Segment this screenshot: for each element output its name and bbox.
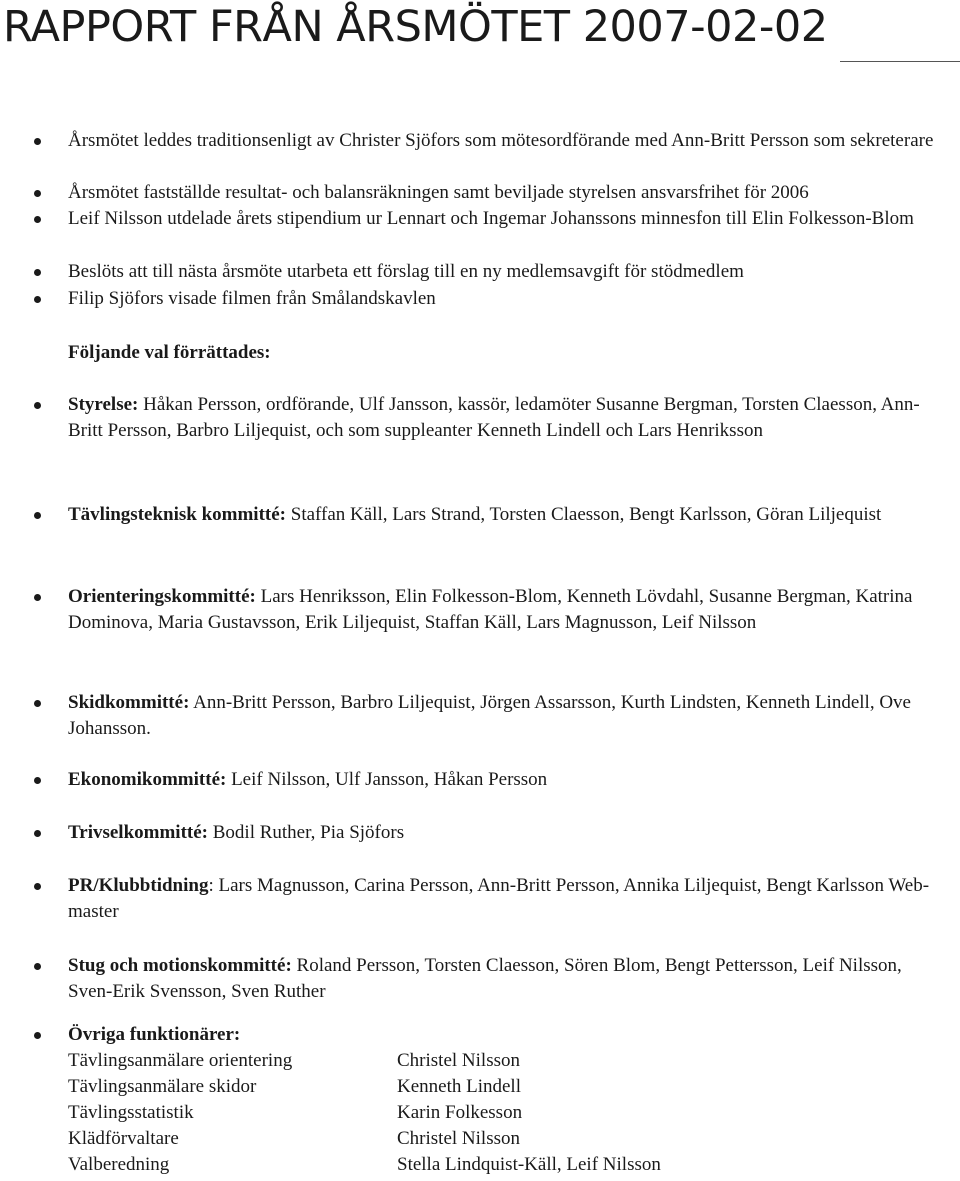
other-officials xyxy=(68,1022,948,1178)
list-item xyxy=(68,206,948,232)
list-item-text: Årsmötet leddes traditionsenligt av Christer Sjöfors som mötesordförande med Ann-Britt Persson som sekreterare xyxy=(68,130,934,151)
committee-label: PR/Klubbtidning xyxy=(68,875,209,896)
committee-members: Ann-Britt Persson, Barbro Liljequist, Jörgen Assarsson, Kurth Lindsten, Kenneth Lindell, Ove Johansson. xyxy=(68,692,911,739)
official-name: Christel Nilsson xyxy=(397,1128,520,1149)
official-row xyxy=(68,1048,948,1074)
official-name: Karin Folkesson xyxy=(397,1102,523,1123)
committee-label: Stug och motionskommitté: xyxy=(68,955,292,976)
official-role: Tävlingsstatistik xyxy=(68,1102,194,1123)
bullet-icon xyxy=(34,594,41,601)
bullet-icon xyxy=(34,512,41,519)
official-role: Klädförvaltare xyxy=(68,1128,179,1149)
list-item-text: Beslöts att till nästa årsmöte utarbeta ett förslag till en ny medlemsavgift för stödmedlem xyxy=(68,261,744,282)
committee-label: Trivselkommitté: xyxy=(68,822,208,843)
bullet-icon xyxy=(34,830,41,837)
committee-item xyxy=(68,953,948,1005)
official-role: Valberedning xyxy=(68,1154,170,1175)
official-row xyxy=(68,1074,948,1100)
committee-members: Håkan Persson, ordförande, Ulf Jansson, kassör, ledamöter Susanne Bergman, Torsten Claesson, Ann-Britt Persson, Barbro Liljequist, och som suppleanter Kenneth Lindell och Lars Henriksson xyxy=(68,394,920,441)
official-role: Tävlingsanmälare skidor xyxy=(68,1076,257,1097)
committee-label: Skidkommitté: xyxy=(68,692,190,713)
bullet-icon xyxy=(34,402,41,409)
bullet-icon xyxy=(34,700,41,707)
committee-members: Bodil Ruther, Pia Sjöfors xyxy=(208,822,405,843)
official-name: Christel Nilsson xyxy=(397,1050,520,1071)
list-item-text: Leif Nilsson utdelade årets stipendium ur Lennart och Ingemar Johanssons minnesfon till Elin Folkesson-Blom xyxy=(68,208,914,229)
committee-label: Styrelse: xyxy=(68,394,139,415)
title-rule xyxy=(840,61,960,62)
elections-heading: Följande val förrättades: xyxy=(68,342,271,363)
committee-item xyxy=(68,502,948,528)
list-item xyxy=(68,286,948,312)
committee-label: Tävlingsteknisk kommitté: xyxy=(68,504,286,525)
bullet-icon xyxy=(34,777,41,784)
list-item-text: Filip Sjöfors visade filmen från Smålandskavlen xyxy=(68,288,436,309)
bullet-icon xyxy=(34,963,41,970)
committee-item xyxy=(68,767,948,793)
committee-members: Roland Persson, Torsten Claesson, Sören Blom, Bengt Pettersson, Leif Nilsson, Sven-Erik Svensson, Sven Ruther xyxy=(68,955,902,1002)
committee-label: Orienteringskommitté: xyxy=(68,586,256,607)
official-row xyxy=(68,1100,948,1126)
committee-members: Lars Henriksson, Elin Folkesson-Blom, Kenneth Lövdahl, Susanne Bergman, Katrina Dominova, Maria Gustavsson, Erik Liljequist, Staffan Käll, Lars Magnusson, Leif Nilsson xyxy=(68,586,913,633)
other-officials-heading: Övriga funktionärer: xyxy=(68,1024,241,1045)
committee-item xyxy=(68,820,948,846)
list-item xyxy=(68,259,948,285)
committee-members: Leif Nilsson, Ulf Jansson, Håkan Persson xyxy=(226,769,548,790)
bullet-icon xyxy=(34,138,41,145)
official-role: Tävlingsanmälare orientering xyxy=(68,1050,293,1071)
committee-item xyxy=(68,584,948,636)
bullet-icon xyxy=(34,1032,41,1039)
bullet-icon xyxy=(34,269,41,276)
official-name: Stella Lindquist-Käll, Leif Nilsson xyxy=(397,1154,661,1175)
official-row xyxy=(68,1126,948,1152)
bullet-icon xyxy=(34,883,41,890)
list-item-text: Årsmötet fastställde resultat- och balansräkningen samt beviljade styrelsen ansvarsfrihet för 2006 xyxy=(68,182,809,203)
list-item xyxy=(68,128,948,154)
official-row xyxy=(68,1152,948,1178)
bullet-icon xyxy=(34,190,41,197)
committee-item xyxy=(68,690,948,742)
page-title: RAPPORT FRÅN ÅRSMÖTET 2007-02-02 xyxy=(3,2,828,52)
official-name: Kenneth Lindell xyxy=(397,1076,521,1097)
committee-members: Staffan Käll, Lars Strand, Torsten Claesson, Bengt Karlsson, Göran Liljequist xyxy=(286,504,882,525)
bullet-icon xyxy=(34,216,41,223)
list-item xyxy=(68,180,948,206)
committee-members: : Lars Magnusson, Carina Persson, Ann-Britt Persson, Annika Liljequist, Bengt Karlsson Web-master xyxy=(68,875,930,922)
committee-item xyxy=(68,392,948,444)
bullet-icon xyxy=(34,296,41,303)
committee-label: Ekonomikommitté: xyxy=(68,769,227,790)
committee-item xyxy=(68,873,948,925)
